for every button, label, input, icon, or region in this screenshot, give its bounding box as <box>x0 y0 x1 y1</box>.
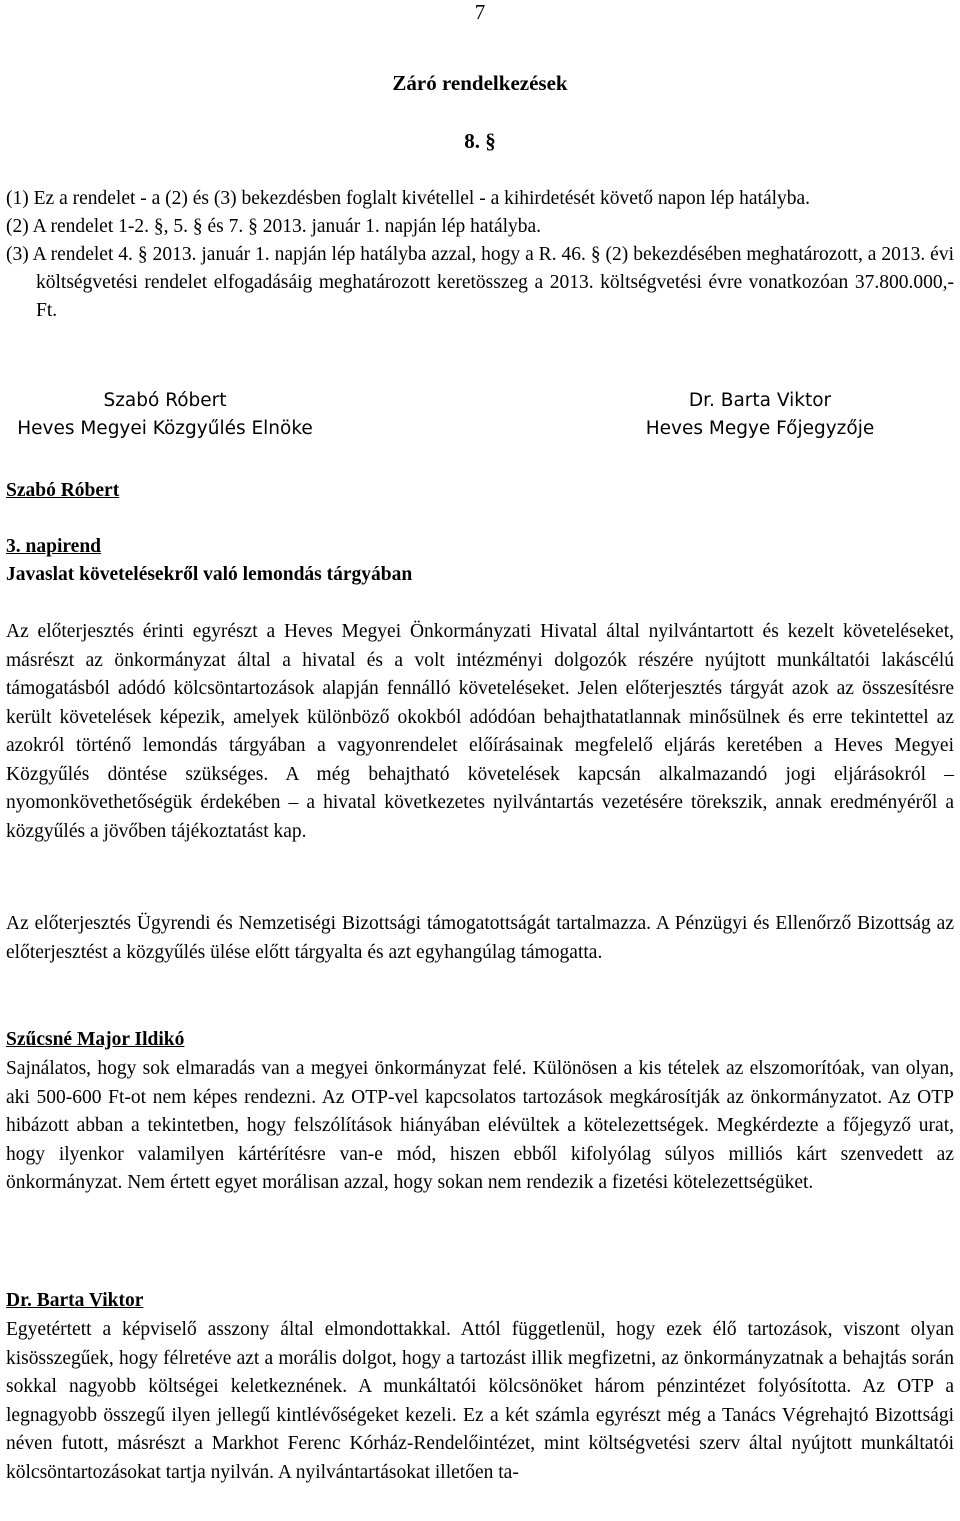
agenda-title: Javaslat követelésekről való lemondás tárgyában <box>6 564 413 585</box>
provision-1: (1) Ez a rendelet - a (2) és (3) bekezdésben foglalt kivétellel - a kihirdetését követő napon lép hatályba. <box>6 188 811 209</box>
agenda-number: 3. napirend <box>6 536 102 557</box>
signature-right-name: Dr. Barta Viktor <box>688 390 832 411</box>
signature-right-title: Heves Megye Főjegyzője <box>645 418 875 439</box>
paragraph-2: Az előterjesztés Ügyrendi és Nemzetiségi Bizottsági támogatottságát tartalmazza. A Pénzügyi és Ellenőrző Bizottság az előterjesztést a közgyűlés ülése előtt tárgyalta és azt egyhangúlag támogatta. <box>6 913 954 963</box>
speaker-name: Szabó Róbert <box>6 480 120 501</box>
signature-left-title: Heves Megyei Közgyűlés Elnöke <box>17 418 313 439</box>
signature-left-name: Szabó Róbert <box>103 390 227 411</box>
provision-3: (3) A rendelet 4. § 2013. január 1. napján lép hatályba azzal, hogy a R. 46. § (2) bekezdésében meghatározott, a 2013. évi költségvetési rendelet elfogadásáig meghatározott keretösszeg a 2013. költségvetési évre vonatkozóan 37.800.000,- Ft. <box>6 244 954 322</box>
paragraph-4: Egyetértett a képviselő asszony által elmondottakkal. Attól függetlenül, hogy ezek élő tartozások, viszont olyan kisösszegűek, hogy félretéve azt a morális dolgot, hogy a tartozást illik megfizetni, az önkormányzatnak a behajtás során sokkal nagyobb költségei keletkeznének. A munkáltatói kölcsönöket három pénzintézet folyósította. Az OTP a legnagyobb összegű ilyen jellegű kintlévőségeket kezeli. Ez a két számla egyrészt még a Tanács Végrehajtó Bizottsági néven futott, másrészt a Markhot Ferenc Kórház-Rendelőintézet, mint költségvetési szerv által nyújtott munkáltatói kölcsöntartozásokat tartja nyilván. A nyilvántartásokat illetően ta- <box>6 1319 954 1483</box>
signature-right <box>610 387 910 443</box>
speaker-name: Dr. Barta Viktor <box>6 1290 144 1311</box>
section-heading: Záró rendelkezések <box>392 71 568 95</box>
signature-left <box>0 387 330 443</box>
provisions-list <box>6 185 954 325</box>
agenda-item <box>6 533 412 589</box>
paragraph-3: Sajnálatos, hogy sok elmaradás van a megyei önkormányzat felé. Különösen a kis tételek az elszomorítóak, van olyan, aki 500-600 Ft-ot nem képes rendezni. Az OTP-vel kapcsolatos tartozások megkárosítják az önkormányzatot. Az OTP hibázott abban a tekintetben, hogy felszólítások hiányában elévültek a kötelezettségek. Megkérdezte a főjegyző urat, hogy ilyenkor valamilyen kártérítésre van-e mód, hiszen ebből kifolyólag súlyos milliós kárt szenvedett az önkormányzat. Nem értett egyet morálisan azzal, hogy sokan nem rendezik a fizetési kötelezettségüket. <box>6 1058 954 1193</box>
paragraph-1: Az előterjesztés érinti egyrészt a Heves Megyei Önkormányzati Hivatal által nyilvántartott és kezelt követeléseket, másrészt az önkormányzat által a hivatal és a volt intézményi dolgozók részére nyújtott munkáltatói lakáscélú támogatásból adódó kölcsöntartozások alapján fennálló követeléseket. Jelen előterjesztés tárgyát azok az összesítésre került követelések képezik, amelyek különböző okokból adódóan behajthatatlannak minősülnek és erre tekintettel az azokról történő lemondás tárgyában a vagyonrendelet előírásainak megfelelő eljárás keretében a Heves Megyei Közgyűlés döntése szükséges. A még behajtható követelések kapcsán alkalmazandó jogi eljárásokról – nyomonkövethetőségük érdekében – a hivatal következetes nyilvántartás vezetésére törekszik, annak eredményéről a közgyűlés a jövőben tájékoztatást kap. <box>6 621 954 842</box>
section-number: 8. § <box>464 129 496 153</box>
provision-2: (2) A rendelet 1-2. §, 5. § és 7. § 2013. január 1. napján lép hatályba. <box>6 216 542 238</box>
page-number: 7 <box>474 0 486 24</box>
speaker-name: Szűcsné Major Ildikó <box>6 1029 185 1050</box>
